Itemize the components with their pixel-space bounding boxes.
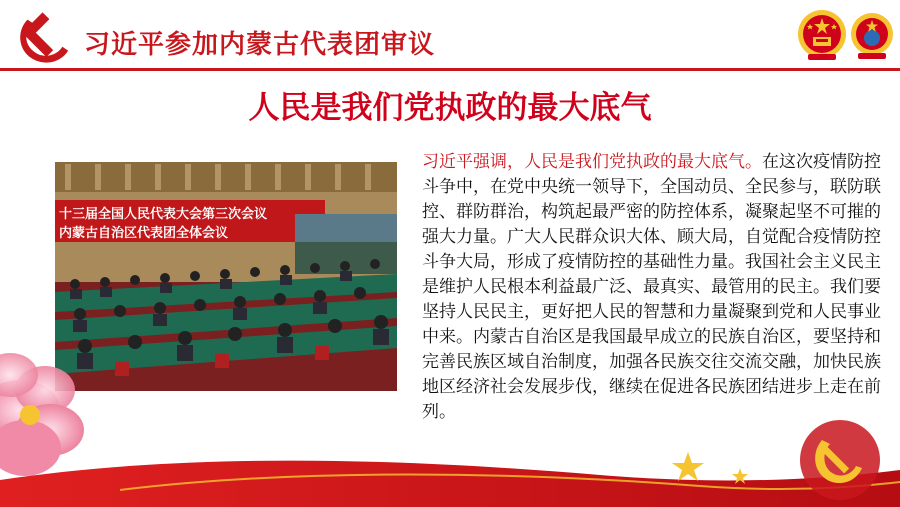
hammer-sickle-watermark-icon — [800, 420, 880, 500]
hammer-sickle-icon — [14, 10, 72, 68]
page-title: 习近平参加内蒙古代表团审议 — [84, 30, 436, 60]
meeting-photo — [55, 162, 397, 391]
photo-banner-line1: 十三届全国人民代表大会第三次会议 — [59, 207, 268, 222]
body-text: 在这次疫情防控斗争中，在党中央统一领导下，全国动员、全民参与，联防联控、群防群治，构筑起最严密的防控体系，凝聚起坚不可摧的强大力量。广大人民群众识大体、顾大局，自觉配合疫情防控斗争大局，形成了疫情防控的基础性力量。我国社会主义民主是维护人民根本利益最广泛、最真实、最管用的民主。我们要坚持人民民主，更好把人民的智慧和力量凝聚到党和人民事业中来。内蒙古自治区是我国最早成立的民族自治区，要坚持和完善民族区域自治制度，加强各民族交往交流交融，加快民族地区经济社会发展步伐，继续在促进各民族团结进步上走在前列。 — [422, 152, 881, 422]
header-bar — [0, 0, 900, 70]
body-paragraph — [422, 150, 884, 425]
cppcc-emblem-icon — [848, 8, 896, 64]
body-lead: 习近平强调，人民是我们党执政的最大底气。 — [422, 152, 762, 172]
header-divider — [0, 68, 900, 71]
slide-subtitle: 人民是我们党执政的最大底气 — [248, 90, 652, 126]
star-decoration — [672, 452, 704, 481]
national-emblem-icon — [796, 6, 848, 64]
photo-banner-line2: 内蒙古自治区代表团全体会议 — [59, 226, 229, 241]
